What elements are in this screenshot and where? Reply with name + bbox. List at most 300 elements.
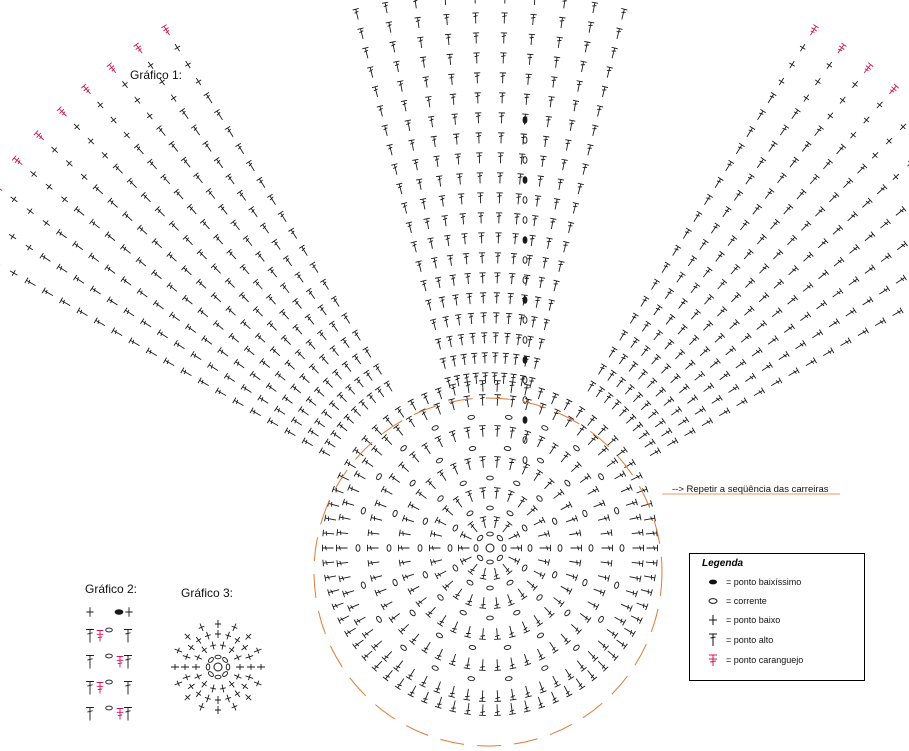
double-crochet-icon xyxy=(718,408,730,419)
double-crochet-icon xyxy=(735,398,747,409)
single-crochet-icon xyxy=(49,145,59,155)
chain-icon xyxy=(206,664,210,670)
double-crochet-icon xyxy=(348,601,361,611)
double-crochet-icon xyxy=(479,273,486,284)
double-crochet-icon xyxy=(799,221,811,233)
double-crochet-icon xyxy=(617,330,628,342)
double-crochet-icon xyxy=(302,438,314,449)
single-crochet-icon xyxy=(186,643,196,653)
double-crochet-icon xyxy=(107,297,119,308)
chain-icon xyxy=(537,457,545,464)
double-crochet-icon xyxy=(357,28,366,40)
double-crochet-icon xyxy=(442,316,450,328)
double-crochet-icon xyxy=(894,206,906,218)
double-crochet-icon xyxy=(708,358,720,370)
double-crochet-icon xyxy=(879,253,891,264)
double-crochet-icon xyxy=(541,257,549,269)
double-crochet-icon xyxy=(393,659,405,672)
double-crochet-icon xyxy=(185,324,197,335)
double-crochet-icon xyxy=(127,178,139,190)
double-crochet-icon xyxy=(599,86,608,98)
double-crochet-icon xyxy=(372,425,384,438)
single-crochet-icon xyxy=(224,694,232,703)
double-crochet-icon xyxy=(560,159,568,171)
double-crochet-icon xyxy=(498,133,505,144)
double-crochet-icon xyxy=(281,335,293,347)
double-crochet-icon xyxy=(480,293,487,304)
double-crochet-icon xyxy=(328,500,340,509)
chain-icon xyxy=(487,560,494,564)
double-crochet-icon xyxy=(353,8,362,20)
double-crochet-icon xyxy=(447,54,454,65)
double-crochet-icon xyxy=(565,571,578,581)
chain-icon xyxy=(487,476,494,480)
double-crochet-icon xyxy=(734,359,746,370)
double-crochet-icon xyxy=(448,399,457,411)
double-crochet-icon xyxy=(337,559,349,567)
double-crochet-icon xyxy=(399,558,411,566)
double-crochet-icon xyxy=(515,194,522,205)
double-crochet-icon xyxy=(344,414,356,426)
single-crochet-icon xyxy=(850,79,860,89)
single-crochet-icon xyxy=(0,258,2,268)
repeat-note: --> Repetir a seqüência das carreiras xyxy=(672,484,829,495)
double-crochet-icon xyxy=(152,238,164,250)
double-crochet-icon xyxy=(492,353,499,364)
double-crochet-icon xyxy=(174,340,186,351)
double-crochet-icon xyxy=(527,377,536,389)
double-crochet-icon xyxy=(124,708,132,721)
chain-icon xyxy=(552,571,558,579)
double-crochet-icon xyxy=(458,334,466,345)
double-crochet-icon xyxy=(535,388,545,401)
double-crochet-icon xyxy=(417,37,425,48)
double-crochet-icon xyxy=(594,386,605,398)
double-crochet-icon xyxy=(878,219,890,231)
double-crochet-icon xyxy=(472,0,479,4)
chain-icon xyxy=(504,446,511,451)
double-crochet-icon xyxy=(787,368,799,379)
double-crochet-icon xyxy=(590,2,598,14)
chain-icon xyxy=(361,581,367,588)
double-crochet-icon xyxy=(288,228,299,240)
crab-stitch-icon xyxy=(0,182,4,193)
double-crochet-icon xyxy=(831,288,843,299)
double-crochet-icon xyxy=(586,599,599,610)
double-crochet-icon xyxy=(559,452,571,465)
single-crochet-icon xyxy=(230,622,239,632)
double-crochet-icon xyxy=(351,406,363,418)
double-crochet-icon xyxy=(56,229,68,240)
double-crochet-icon xyxy=(151,270,163,282)
double-crochet-icon xyxy=(382,2,390,14)
double-crochet-icon xyxy=(729,292,741,304)
double-crochet-icon xyxy=(525,505,538,517)
double-crochet-icon xyxy=(314,387,326,399)
double-crochet-icon xyxy=(196,279,208,291)
double-crochet-icon xyxy=(816,238,828,250)
chain-icon xyxy=(376,473,383,481)
double-crochet-icon xyxy=(381,486,394,497)
double-crochet-icon xyxy=(181,157,192,169)
double-crochet-icon xyxy=(523,94,530,105)
double-crochet-icon xyxy=(430,557,442,566)
single-crochet-icon xyxy=(905,158,909,168)
double-crochet-icon xyxy=(398,462,411,474)
single-crochet-icon xyxy=(194,635,204,645)
double-crochet-icon xyxy=(181,265,193,277)
double-crochet-icon xyxy=(723,160,734,172)
double-crochet-icon xyxy=(743,174,754,186)
double-crochet-icon xyxy=(498,113,505,124)
double-crochet-icon xyxy=(614,377,625,389)
double-crochet-icon xyxy=(60,298,72,309)
double-crochet-icon xyxy=(420,280,429,292)
double-crochet-icon xyxy=(827,319,839,330)
double-crochet-icon xyxy=(435,277,443,289)
double-crochet-icon xyxy=(664,314,675,326)
double-crochet-icon xyxy=(659,262,670,274)
double-crochet-icon xyxy=(592,586,605,596)
single-crochet-icon xyxy=(227,645,237,655)
double-crochet-icon xyxy=(693,406,705,417)
single-crochet-icon xyxy=(7,232,17,242)
double-crochet-icon xyxy=(515,496,527,509)
single-crochet-icon xyxy=(145,111,155,121)
double-crochet-icon xyxy=(368,529,380,537)
double-crochet-icon xyxy=(822,348,834,359)
double-crochet-icon xyxy=(234,359,246,370)
chain-icon xyxy=(452,524,459,532)
double-crochet-icon xyxy=(662,396,674,408)
double-crochet-icon xyxy=(625,588,637,598)
single-crochet-icon xyxy=(898,122,908,132)
single-crochet-icon xyxy=(197,702,206,712)
double-crochet-icon xyxy=(479,690,486,701)
double-crochet-icon xyxy=(479,704,486,715)
magic-ring-icon xyxy=(486,544,494,552)
double-crochet-icon xyxy=(300,373,312,385)
crab-stitch-icon xyxy=(117,709,124,720)
double-crochet-icon xyxy=(435,388,445,401)
double-crochet-icon xyxy=(895,241,907,252)
chain-icon xyxy=(409,479,416,487)
chain-icon xyxy=(437,495,444,502)
double-crochet-icon xyxy=(507,554,520,565)
double-crochet-icon xyxy=(122,211,134,223)
single-crochet-icon xyxy=(108,115,118,125)
double-crochet-icon xyxy=(431,257,439,269)
single-crochet-icon xyxy=(233,653,243,662)
double-crochet-icon xyxy=(398,622,411,634)
double-crochet-icon xyxy=(727,384,739,395)
double-crochet-icon xyxy=(306,288,317,300)
double-crochet-icon xyxy=(687,335,699,347)
double-crochet-icon xyxy=(343,588,355,598)
double-crochet-icon xyxy=(531,614,543,627)
crab-stitch-icon xyxy=(81,84,93,96)
double-crochet-icon xyxy=(342,361,353,373)
crab-stitch-icon xyxy=(12,156,24,168)
double-crochet-icon xyxy=(136,257,148,269)
single-crochet-icon xyxy=(777,76,787,86)
double-crochet-icon xyxy=(874,318,886,329)
double-crochet-icon xyxy=(651,305,662,317)
single-crochet-icon xyxy=(193,653,203,662)
double-crochet-icon xyxy=(501,13,508,24)
double-crochet-icon xyxy=(408,583,421,594)
double-crochet-icon xyxy=(704,633,722,647)
double-crochet-icon xyxy=(755,234,767,246)
double-crochet-icon xyxy=(169,141,180,153)
double-crochet-icon xyxy=(274,406,286,417)
double-crochet-icon xyxy=(72,241,84,252)
single-crochet-icon xyxy=(230,702,239,712)
double-crochet-icon xyxy=(590,125,599,137)
double-crochet-icon xyxy=(573,677,585,690)
double-crochet-icon xyxy=(325,439,337,450)
crab-stitch-icon xyxy=(34,130,46,142)
chain-icon xyxy=(215,655,221,659)
single-crochet-icon xyxy=(787,59,797,69)
double-crochet-icon xyxy=(702,194,713,206)
double-crochet-icon xyxy=(431,136,439,147)
double-crochet-icon xyxy=(393,61,401,73)
double-crochet-icon xyxy=(323,378,335,390)
double-crochet-icon xyxy=(500,521,512,534)
double-crochet-icon xyxy=(42,288,54,299)
double-crochet-icon xyxy=(354,471,367,482)
double-crochet-icon xyxy=(778,125,789,137)
double-crochet-icon xyxy=(466,293,473,304)
single-crochet-icon xyxy=(215,696,221,704)
double-crochet-icon xyxy=(533,297,541,309)
double-crochet-icon xyxy=(206,188,217,200)
double-crochet-icon xyxy=(750,204,761,216)
double-crochet-icon xyxy=(799,312,811,323)
chain-icon xyxy=(614,581,620,588)
double-crochet-icon xyxy=(712,177,723,189)
chain-icon xyxy=(215,675,221,679)
double-crochet-icon xyxy=(620,601,633,611)
chain-icon xyxy=(466,510,474,517)
double-crochet-icon xyxy=(742,249,754,261)
single-crochet-icon xyxy=(192,664,200,670)
slip-stitch-icon xyxy=(704,576,722,588)
double-crochet-icon xyxy=(319,448,331,459)
double-crochet-icon xyxy=(551,489,564,501)
double-crochet-icon xyxy=(306,339,318,351)
double-crochet-icon xyxy=(800,141,811,153)
double-crochet-icon xyxy=(624,414,636,426)
double-crochet-icon xyxy=(789,108,800,120)
single-crochet-icon xyxy=(24,243,34,253)
double-crochet-icon xyxy=(683,428,695,439)
double-crochet-icon xyxy=(448,74,455,85)
double-crochet-icon xyxy=(596,364,607,376)
double-crochet-icon xyxy=(602,545,613,552)
chain-icon xyxy=(536,495,543,502)
double-crochet-icon xyxy=(525,578,538,590)
double-crochet-icon xyxy=(585,668,597,681)
chain-icon xyxy=(448,545,452,552)
double-crochet-icon xyxy=(452,295,460,306)
double-crochet-icon xyxy=(353,637,366,649)
double-crochet-icon xyxy=(455,154,462,165)
double-crochet-icon xyxy=(596,638,609,650)
single-crochet-icon xyxy=(215,620,221,628)
double-crochet-icon xyxy=(491,517,500,529)
double-crochet-icon xyxy=(500,53,507,64)
double-crochet-icon xyxy=(450,275,458,286)
double-crochet-icon xyxy=(40,253,52,264)
double-crochet-icon xyxy=(203,141,214,153)
chain-icon xyxy=(400,445,408,452)
double-crochet-icon xyxy=(493,597,501,609)
double-crochet-icon xyxy=(654,387,666,399)
double-crochet-icon xyxy=(536,680,546,693)
double-crochet-icon xyxy=(575,183,584,195)
chain-icon xyxy=(513,610,521,616)
chain-icon xyxy=(356,545,360,552)
chain-icon xyxy=(487,616,494,620)
double-crochet-icon xyxy=(412,159,420,171)
double-crochet-icon xyxy=(437,614,449,627)
double-crochet-icon xyxy=(402,515,415,525)
chain-icon xyxy=(496,534,503,541)
double-crochet-icon xyxy=(631,392,643,404)
double-crochet-icon xyxy=(529,316,537,328)
chain-icon xyxy=(431,425,439,431)
double-crochet-icon xyxy=(319,354,331,366)
double-crochet-icon xyxy=(211,264,223,276)
single-crochet-icon xyxy=(875,100,885,110)
crab-stitch-icon xyxy=(862,63,873,75)
double-crochet-icon xyxy=(702,294,714,306)
double-crochet-icon xyxy=(628,313,639,325)
chain-icon xyxy=(523,377,527,384)
double-crochet-icon xyxy=(508,703,516,715)
double-crochet-icon xyxy=(686,256,697,268)
single-crochet-icon xyxy=(215,706,221,714)
double-crochet-icon xyxy=(461,234,468,245)
chain-icon xyxy=(582,510,588,518)
double-crochet-icon xyxy=(523,685,532,697)
double-crochet-icon xyxy=(728,319,740,331)
double-crochet-icon xyxy=(561,399,572,412)
double-crochet-icon xyxy=(815,300,827,311)
double-crochet-icon xyxy=(744,126,755,138)
double-crochet-icon xyxy=(770,378,782,389)
double-crochet-icon xyxy=(368,545,379,552)
double-crochet-icon xyxy=(89,219,101,231)
double-crochet-icon xyxy=(250,371,262,382)
double-crochet-icon xyxy=(595,106,604,118)
double-crochet-icon xyxy=(649,354,661,366)
double-crochet-icon xyxy=(405,120,413,132)
double-crochet-icon xyxy=(348,484,361,494)
double-crochet-icon xyxy=(478,233,485,244)
chain-icon xyxy=(409,609,416,617)
double-crochet-icon xyxy=(450,384,459,396)
double-crochet-icon xyxy=(141,192,153,204)
double-crochet-icon xyxy=(772,279,784,291)
single-crochet-icon xyxy=(100,150,110,160)
double-crochet-icon xyxy=(628,337,639,349)
chain-icon xyxy=(392,579,398,587)
double-crochet-icon xyxy=(231,220,242,232)
double-crochet-icon xyxy=(455,314,463,325)
double-crochet-icon xyxy=(157,329,169,340)
double-crochet-icon xyxy=(515,334,523,345)
double-crochet-icon xyxy=(817,270,829,282)
double-crochet-icon xyxy=(439,196,447,207)
double-crochet-icon xyxy=(440,358,449,370)
double-crochet-icon xyxy=(787,157,798,169)
double-crochet-icon xyxy=(502,0,509,4)
double-crochet-icon xyxy=(480,517,489,529)
double-crochet-icon xyxy=(390,41,398,53)
double-crochet-icon xyxy=(449,653,459,666)
double-crochet-icon xyxy=(183,235,195,247)
double-crochet-icon xyxy=(393,425,405,438)
double-crochet-icon xyxy=(625,499,637,509)
double-crochet-icon xyxy=(504,490,514,503)
double-crochet-icon xyxy=(249,206,260,218)
double-crochet-icon xyxy=(521,653,531,666)
double-crochet-icon xyxy=(322,409,334,421)
slip-stitch-icon xyxy=(523,417,527,424)
double-crochet-icon xyxy=(571,100,579,112)
double-crochet-icon xyxy=(563,140,571,152)
double-crochet-icon xyxy=(795,189,807,201)
double-crochet-icon xyxy=(433,156,441,167)
double-crochet-icon xyxy=(147,159,159,171)
chain-icon xyxy=(558,545,562,552)
double-crochet-icon xyxy=(633,545,644,552)
double-crochet-icon xyxy=(513,214,520,225)
double-crochet-icon xyxy=(382,125,391,137)
double-crochet-icon xyxy=(416,595,429,607)
single-crochet-icon xyxy=(253,679,263,688)
double-crochet-icon xyxy=(468,562,480,575)
single-crochet-icon xyxy=(194,76,204,86)
double-crochet-icon xyxy=(464,273,471,284)
single-crochet-icon xyxy=(245,653,254,661)
chain-icon xyxy=(598,616,605,624)
double-crochet-icon xyxy=(329,400,341,412)
grafico-2-chart xyxy=(86,607,133,720)
double-crochet-icon xyxy=(479,659,486,670)
double-crochet-icon xyxy=(548,218,556,230)
double-crochet-icon xyxy=(460,554,473,565)
double-crochet-icon xyxy=(343,499,355,509)
double-crochet-icon xyxy=(167,252,179,264)
double-crochet-icon xyxy=(536,338,545,350)
double-crochet-icon xyxy=(585,381,596,393)
double-crochet-icon xyxy=(785,235,797,247)
double-crochet-icon xyxy=(411,241,420,253)
double-crochet-icon xyxy=(459,545,470,552)
chain-icon xyxy=(536,594,543,601)
double-crochet-icon xyxy=(291,417,303,428)
double-crochet-icon xyxy=(161,174,173,186)
chain-icon xyxy=(208,671,215,678)
double-crochet-icon xyxy=(416,179,424,191)
double-crochet-icon xyxy=(450,463,460,476)
double-crochet-icon xyxy=(474,93,481,104)
double-crochet-icon xyxy=(681,228,692,240)
